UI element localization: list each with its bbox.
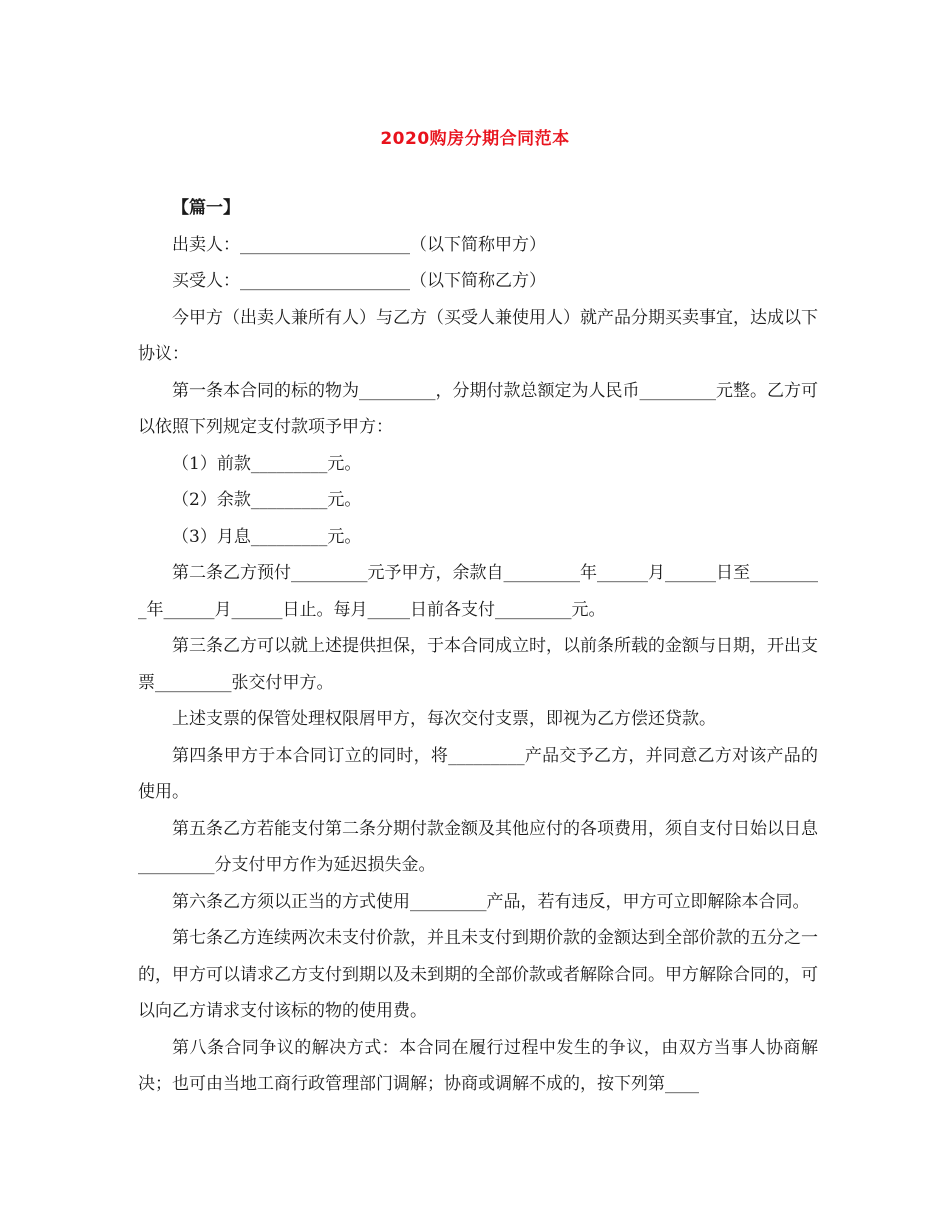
paragraph-article-2: 第二条乙方预付_________元予甲方，余款自_________年______月______日至_________年______月______日止。每月_____日前各支付_________元。 bbox=[138, 563, 818, 620]
paragraph-article-7: 第七条乙方连续两次未支付价款，并且未支付到期价款的金额达到全部价款的五分之一的，甲方可以请求乙方支付到期以及未到期的全部价款或者解除合同。甲方解除合同的，可以向乙方请求支付该标的物的使用费。 bbox=[138, 928, 818, 1021]
paragraph-article-4: 第四条甲方于本合同订立的同时，将_________产品交予乙方，并同意乙方对该产品的使用。 bbox=[138, 745, 818, 802]
paragraph-article-1: 第一条本合同的标的物为_________，分期付款总额定为人民币_________元整。乙方可以依照下列规定支付款项予甲方： bbox=[138, 380, 818, 437]
paragraph-item-balance: （2）余款_________元。 bbox=[172, 490, 362, 510]
paragraph-article-6: 第六条乙方须以正当的方式使用_________产品，若有违反，甲方可立即解除本合同。 bbox=[172, 891, 810, 912]
paragraph-article-3: 第三条乙方可以就上述提供担保，于本合同成立时，以前条所载的金额与日期，开出支票_________张交付甲方。 bbox=[138, 636, 818, 693]
paragraph-preamble: 今甲方（出卖人兼所有人）与乙方（买受人兼使用人）就产品分期买卖事宜，达成以下协议： bbox=[138, 307, 818, 364]
paragraph-buyer: 买受人：____________________（以下简称乙方） bbox=[172, 271, 546, 291]
paragraph-seller: 出卖人：____________________（以下简称甲方） bbox=[172, 234, 546, 255]
paragraph-item-down-payment: （1）前款_________元。 bbox=[172, 453, 362, 474]
paragraph-article-8: 第八条合同争议的解决方式：本合同在履行过程中发生的争议，由双方当事人协商解决；也可由当地工商行政管理部门调解；协商或调解不成的，按下列第____ bbox=[138, 1037, 818, 1094]
paragraph-article-5: 第五条乙方若能支付第二条分期付款金额及其他应付的各项费用，须自支付日始以日息_________分支付甲方作为延迟损失金。 bbox=[138, 818, 818, 875]
paragraph-item-monthly-interest: （3）月息_________元。 bbox=[172, 526, 362, 547]
paragraph-cheque-custody: 上述支票的保管处理权限屑甲方，每次交付支票，即视为乙方偿还贷款。 bbox=[172, 709, 716, 729]
document-title: 2020购房分期合同范本 bbox=[380, 129, 570, 149]
document-body bbox=[138, 190, 818, 1103]
section-label: 【篇一】 bbox=[172, 198, 240, 218]
